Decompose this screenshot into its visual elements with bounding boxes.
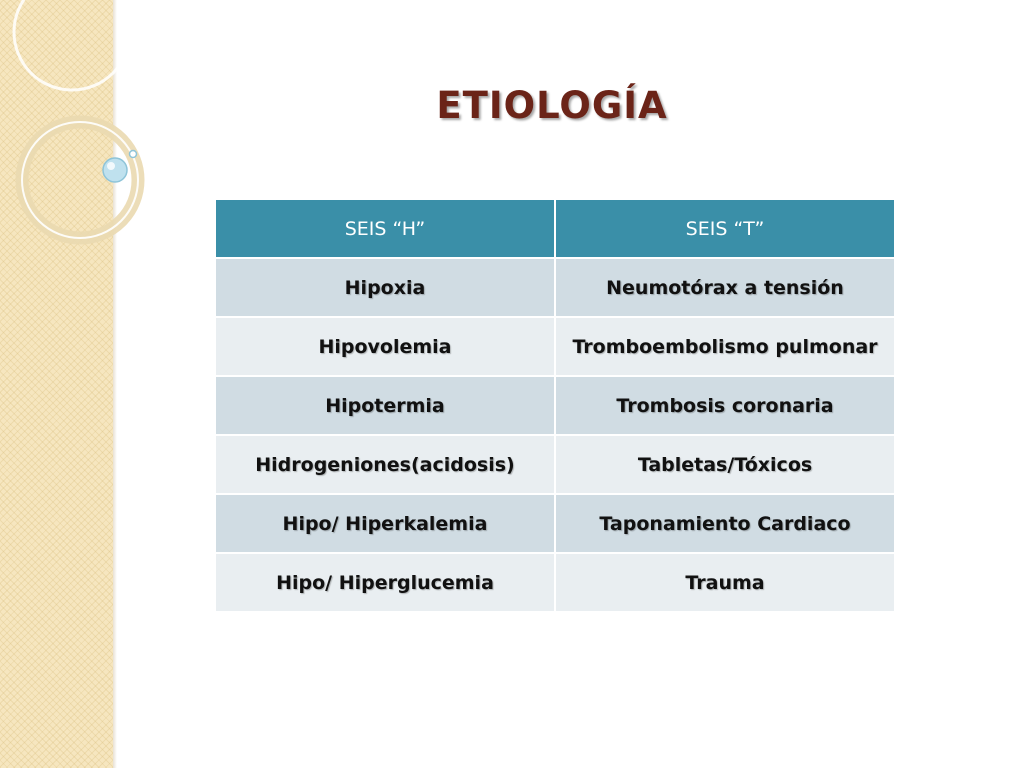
- table-row: [215, 553, 895, 612]
- table-header-row: [215, 199, 895, 258]
- table-row: [215, 258, 895, 317]
- header-seis-h: SEIS “H”: [215, 199, 555, 258]
- cause-t: Trauma: [555, 553, 895, 612]
- bubble-small: [130, 151, 137, 158]
- table-row: [215, 494, 895, 553]
- large-ring: [14, 0, 130, 90]
- cause-t: Trombosis coronaria: [555, 376, 895, 435]
- header-seis-t: SEIS “T”: [555, 199, 895, 258]
- cause-h: Hipovolemia: [215, 317, 555, 376]
- cause-h: Hipo/ Hiperkalemia: [215, 494, 555, 553]
- cause-h: Hipotermia: [215, 376, 555, 435]
- etiology-table: [214, 198, 896, 613]
- cause-h: Hipo/ Hiperglucemia: [215, 553, 555, 612]
- cause-t: Neumotórax a tensión: [555, 258, 895, 317]
- bubble-large: [103, 158, 127, 182]
- cause-h: Hipoxia: [215, 258, 555, 317]
- table-row: [215, 317, 895, 376]
- decorative-rings: [0, 0, 180, 260]
- cause-t: Taponamiento Cardiaco: [555, 494, 895, 553]
- cause-t: Tromboembolismo pulmonar: [555, 317, 895, 376]
- slide-title: ETIOLOGÍA: [436, 84, 668, 127]
- cause-t: Tabletas/Tóxicos: [555, 435, 895, 494]
- bubble-large-shine: [107, 162, 115, 170]
- cause-h: Hidrogeniones(acidosis): [215, 435, 555, 494]
- table-row: [215, 376, 895, 435]
- table-row: [215, 435, 895, 494]
